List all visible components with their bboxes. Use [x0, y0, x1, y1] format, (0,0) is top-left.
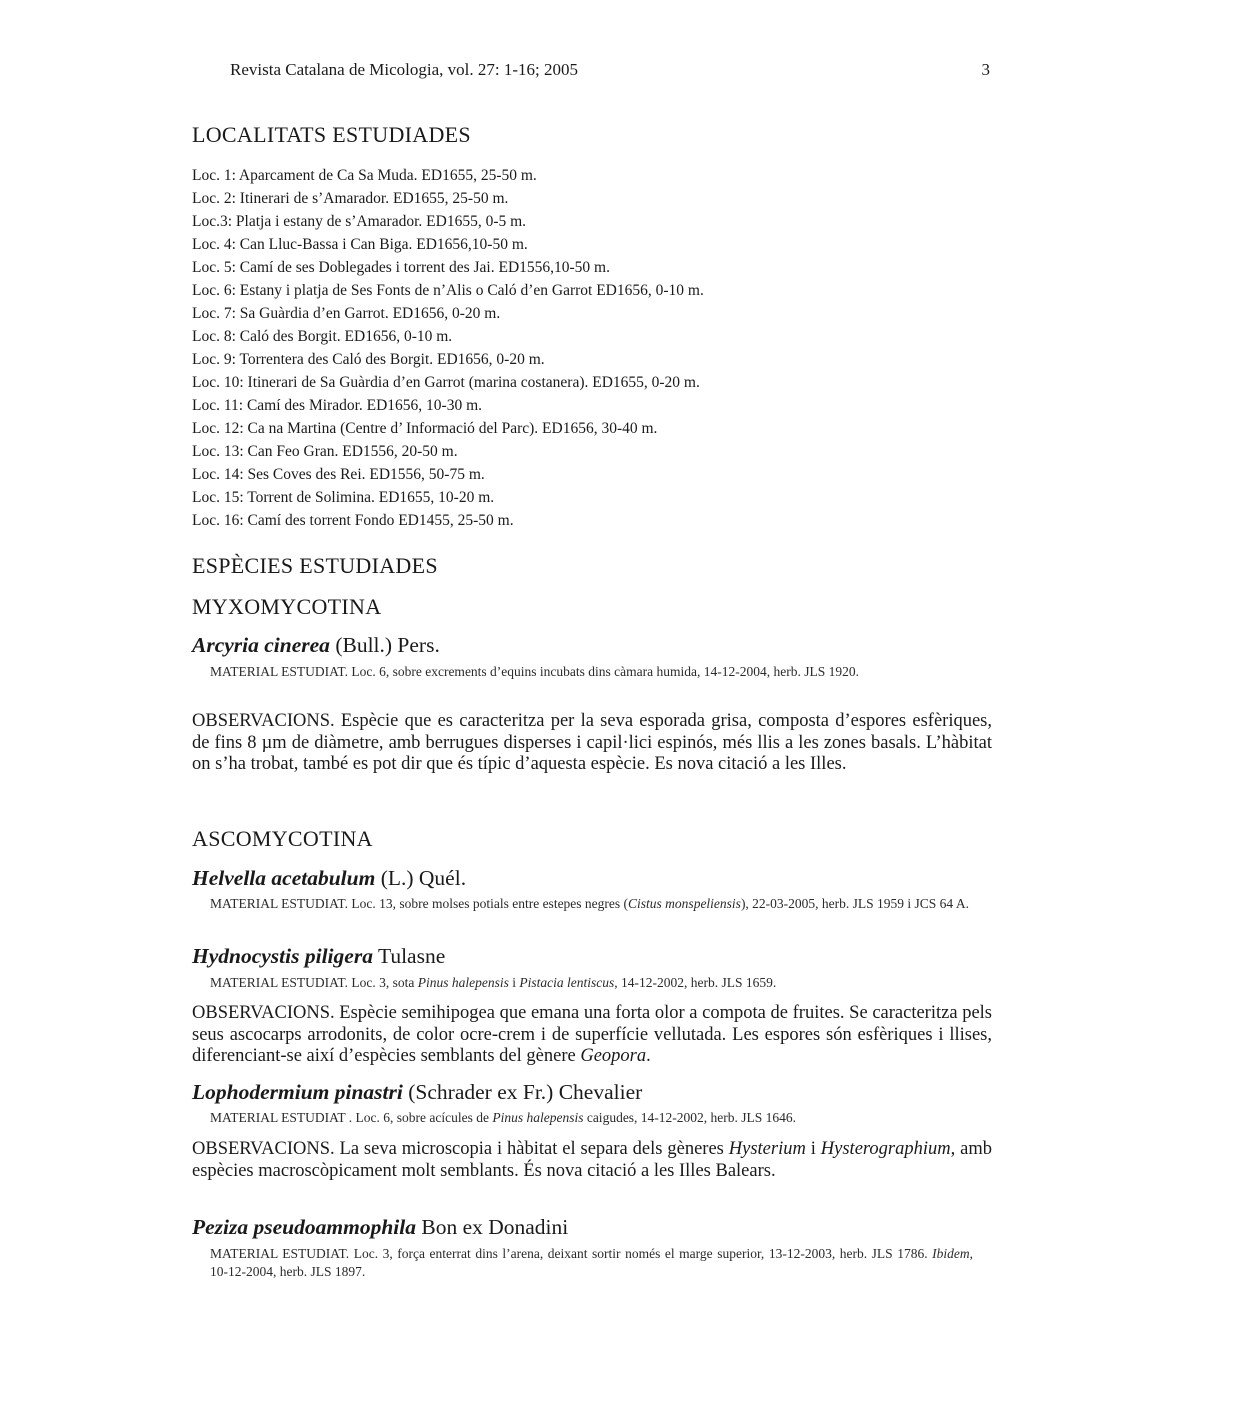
localitats-heading: LOCALITATS ESTUDIADES	[192, 122, 471, 147]
species-author: (Schrader ex Fr.) Chevalier	[402, 1080, 643, 1104]
observacions: OBSERVACIONS. Espècie semihipogea que emana una forta olor a compota de fruites. Se caracteritza pels seus ascocarps arrodonits, de color ocre-crem i de superfície vellutada. Les espores són esfèriques i llises, diferenciant-se així d’espècies semblants del gènere Geopora.	[192, 1003, 992, 1066]
list-item: Loc. 13: Can Feo Gran. ED1556, 20-50 m.	[192, 443, 458, 460]
species-hydnocystis-piligera	[192, 944, 445, 969]
species-name: Peziza pseudoammophila	[192, 1215, 416, 1239]
list-item: Loc. 6: Estany i platja de Ses Fonts de n’Alis o Caló d’en Garrot ED1656, 0-10 m.	[192, 282, 704, 299]
ascomycotina-heading: ASCOMYCOTINA	[192, 826, 373, 851]
especies-heading: ESPÈCIES ESTUDIADES	[192, 553, 438, 578]
species-peziza-pseudoammophila	[192, 1215, 568, 1240]
list-item: Loc. 10: Itinerari de Sa Guàrdia d’en Garrot (marina costanera). ED1655, 0-20 m.	[192, 374, 700, 391]
material-estudiat: MATERIAL ESTUDIAT. Loc. 13, sobre molses potials entre estepes negres (Cistus monspeliensis), 22-03-2005, herb. JLS 1959 i JCS 64 A.	[210, 896, 969, 911]
material-estudiat: MATERIAL ESTUDIAT. Loc. 6, sobre excrements d’equins incubats dins càmara humida, 14-12-2004, herb. JLS 1920.	[210, 664, 859, 679]
list-item: Loc. 9: Torrentera des Caló des Borgit. ED1656, 0-20 m.	[192, 351, 545, 368]
localitats-list	[192, 164, 704, 532]
list-item: Loc. 14: Ses Coves des Rei. ED1556, 50-75 m.	[192, 466, 485, 483]
list-item: Loc. 12: Ca na Martina (Centre d’ Informació del Parc). ED1656, 30-40 m.	[192, 420, 658, 437]
species-lophodermium-pinastri	[192, 1080, 642, 1105]
page-number: 3	[981, 60, 990, 79]
material-estudiat: MATERIAL ESTUDIAT . Loc. 6, sobre acícules de Pinus halepensis caigudes, 14-12-2002, herb. JLS 1646.	[210, 1110, 797, 1125]
list-item: Loc. 4: Can Lluc-Bassa i Can Biga. ED1656,10-50 m.	[192, 236, 528, 253]
material-estudiat: MATERIAL ESTUDIAT. Loc. 3, força enterrat dins l’arena, deixant sortir només el marge superior, 13-12-2003, herb. JLS 1786. Ibidem, 10-12-2004, herb. JLS 1897.	[210, 1246, 973, 1279]
list-item: Loc. 5: Camí de ses Doblegades i torrent des Jai. ED1556,10-50 m.	[192, 259, 610, 276]
species-author: Tulasne	[372, 944, 446, 968]
species-helvella-acetabulum	[192, 866, 466, 891]
species-author: (L.) Quél.	[375, 866, 467, 890]
list-item: Loc. 2: Itinerari de s’Amarador. ED1655, 25-50 m.	[192, 190, 509, 207]
journal-citation: Revista Catalana de Micologia, vol. 27: 1-16; 2005	[230, 60, 578, 79]
myxomycotina-heading: MYXOMYCOTINA	[192, 594, 382, 619]
list-item: Loc. 15: Torrent de Solimina. ED1655, 10-20 m.	[192, 489, 495, 506]
species-name: Helvella acetabulum	[192, 866, 376, 890]
list-item: Loc.3: Platja i estany de s’Amarador. ED1655, 0-5 m.	[192, 213, 527, 230]
list-item: Loc. 16: Camí des torrent Fondo ED1455, 25-50 m.	[192, 512, 514, 529]
species-author: (Bull.) Pers.	[329, 633, 440, 657]
running-header	[230, 60, 990, 84]
list-item: Loc. 8: Caló des Borgit. ED1656, 0-10 m.	[192, 328, 453, 345]
list-item: Loc. 1: Aparcament de Ca Sa Muda. ED1655, 25-50 m.	[192, 167, 537, 184]
species-name: Lophodermium pinastri	[192, 1080, 403, 1104]
species-name: Hydnocystis piligera	[192, 944, 373, 968]
species-arcyria-cinerea	[192, 633, 440, 658]
observacions: OBSERVACIONS. La seva microscopia i hàbitat el separa dels gèneres Hysterium i Hysterographium, amb espècies macroscòpicament molt semblants. És nova citació a les Illes Balears.	[192, 1139, 992, 1181]
list-item: Loc. 11: Camí des Mirador. ED1656, 10-30 m.	[192, 397, 483, 414]
species-name: Arcyria cinerea	[192, 633, 330, 657]
list-item: Loc. 7: Sa Guàrdia d’en Garrot. ED1656, 0-20 m.	[192, 305, 501, 322]
material-estudiat: MATERIAL ESTUDIAT. Loc. 3, sota Pinus halepensis i Pistacia lentiscus, 14-12-2002, herb. JLS 1659.	[210, 975, 777, 990]
observacions: OBSERVACIONS. Espècie que es caracteritza per la seva esporada grisa, composta d’espores esfèriques, de fins 8 µm de diàmetre, amb berrugues disperses i capil·lici espinós, més llis a les zones basals. L’hàbitat on s’ha trobat, també es pot dir que és típic d’aquesta espècie. Es nova citació a les Illes.	[192, 711, 992, 774]
species-author: Bon ex Donadini	[415, 1215, 569, 1239]
